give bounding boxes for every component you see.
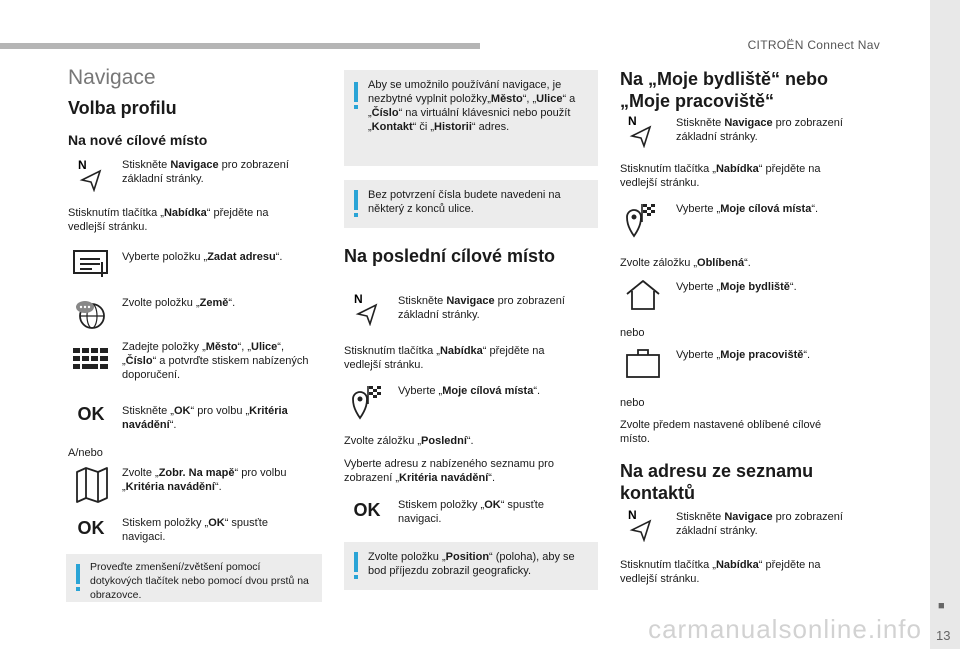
col1-subtitle: Na nové cílové místo [68,132,208,148]
navigation-arrow-icon [354,292,380,326]
info-bar-icon [76,564,80,584]
brand-header: CITROËN Connect Nav [747,38,880,52]
info-number-text: Bez potvrzení čísla budete navedeni na některý z konců ulice. [368,189,561,215]
step-enter-address-text: Vyberte položku „Zadat adresu“. [122,251,283,263]
navigation-arrow-icon [628,508,654,542]
step-navigation-text: Stiskněte Navigace pro zobrazení základní stránky. [122,159,289,185]
info-required-fields-text: Aby se umožnilo používání navigace, je nezbytné vyplnit položky„Město“, „Ulice“ a „Číslo“ na virtuální klávesnici nebo použít „Kontakt“ či „Historii“ adres. [368,79,576,133]
step-fill-fields-text: Zadejte položky „Město“, „Ulice“, „Číslo“ a potvrďte stiskem nabízených doporučení. [122,341,309,381]
tip-box [66,554,322,602]
step-my-work-text: Vyberte „Moje pracoviště“. [676,349,811,361]
navigation-arrow-icon [78,158,104,192]
menu-instruction-text: Stisknutím tlačítka „Nabídka“ přejděte na vedlejší stránku. [620,559,821,585]
ok-icon: OK [77,517,105,538]
menu-instruction-text: Stisknutím tlačítka „Nabídka“ přejděte na vedlejší stránku. [344,345,545,371]
menu-instruction-text: Stisknutím tlačítka „Nabídka“ přejděte na vedlejší stránku. [620,163,821,189]
and-or-text: A/nebo [68,447,103,459]
step-start-navigation-text: Stiskem položky „OK“ spusťte navigaci. [398,499,544,525]
step-my-home-text: Vyberte „Moje bydliště“. [676,281,797,293]
svg-text:N: N [628,114,637,128]
page-number: 13 [936,628,951,643]
page-marker: ■ [938,600,945,612]
address-entry-icon [72,248,110,278]
step-navigation-text: Stiskněte Navigace pro zobrazení základní stránky. [676,511,843,537]
info-box-required-fields [344,70,598,166]
section-title: Navigace [68,66,156,89]
step-my-destinations-text: Vyberte „Moje cílová místa“. [398,385,541,397]
svg-text:N: N [354,292,363,306]
briefcase-icon [624,346,662,380]
side-margin-bar [930,0,960,649]
or-text: nebo [620,397,645,409]
svg-text:N: N [628,508,637,522]
tab-favorites-instruction: Zvolte záložku „Oblíbená“. [620,257,751,269]
info-box-number [344,180,598,228]
ok-icon: OK [77,403,105,424]
menu-instruction-text: Stisknutím tlačítka „Nabídka“ přejděte na vedlejší stránku. [68,207,269,233]
step-start-navigation-text: Stiskem položky „OK“ spusťte navigaci. [122,517,268,543]
keyboard-icon [72,346,110,374]
step-country-text: Zvolte položku „Země“. [122,297,236,309]
map-icon [74,466,110,504]
col2-title: Na poslední cílové místo [344,246,556,266]
favorite-destination-text: Zvolte předem nastavené oblíbené cílové místo. [620,419,822,445]
watermark: carmanualsonline.info [648,614,922,644]
col3-title: Na „Moje bydliště“ nebo „Moje pracoviště“ [620,69,829,111]
destination-flag-icon [624,202,658,238]
navigation-arrow-icon [628,114,654,148]
info-box-position [344,542,598,590]
step-ok-criteria-text: Stiskněte „OK“ pro volbu „Kritéria navádění“. [122,405,288,431]
ok-icon: OK [353,499,381,520]
home-icon [624,278,662,312]
step-show-on-map-text: Zvolte „Zobr. Na mapě“ pro volbu „Kritéria navádění“. [122,467,287,493]
header-rule [0,43,480,49]
globe-icon [72,296,110,330]
info-bar-icon [354,552,358,572]
step-navigation-text: Stiskněte Navigace pro zobrazení základní stránky. [398,295,565,321]
tip-text: Proveďte zmenšení/zvětšení pomocí dotykových tlačítek nebo pomocí dvou prstů na obrazovce. [90,561,309,601]
col3-title-contacts: Na adresu ze seznamu kontaktů [620,461,814,503]
step-my-destinations-text: Vyberte „Moje cílová místa“. [676,203,819,215]
info-position-text: Zvolte položku „Position“ (poloha), aby se bod příjezdu zobrazil geograficky. [368,551,575,577]
info-bar-icon [354,190,358,210]
svg-text:N: N [78,158,87,172]
or-text: nebo [620,327,645,339]
destination-flag-icon [350,384,384,420]
tab-recent-instruction: Zvolte záložku „Poslední“. [344,435,474,447]
step-navigation-text: Stiskněte Navigace pro zobrazení základní stránky. [676,117,843,143]
select-address-instruction: Vyberte adresu z nabízeného seznamu pro zobrazení „Kritéria navádění“. [344,458,554,484]
col1-title: Volba profilu [68,98,177,118]
info-bar-icon [354,82,358,102]
